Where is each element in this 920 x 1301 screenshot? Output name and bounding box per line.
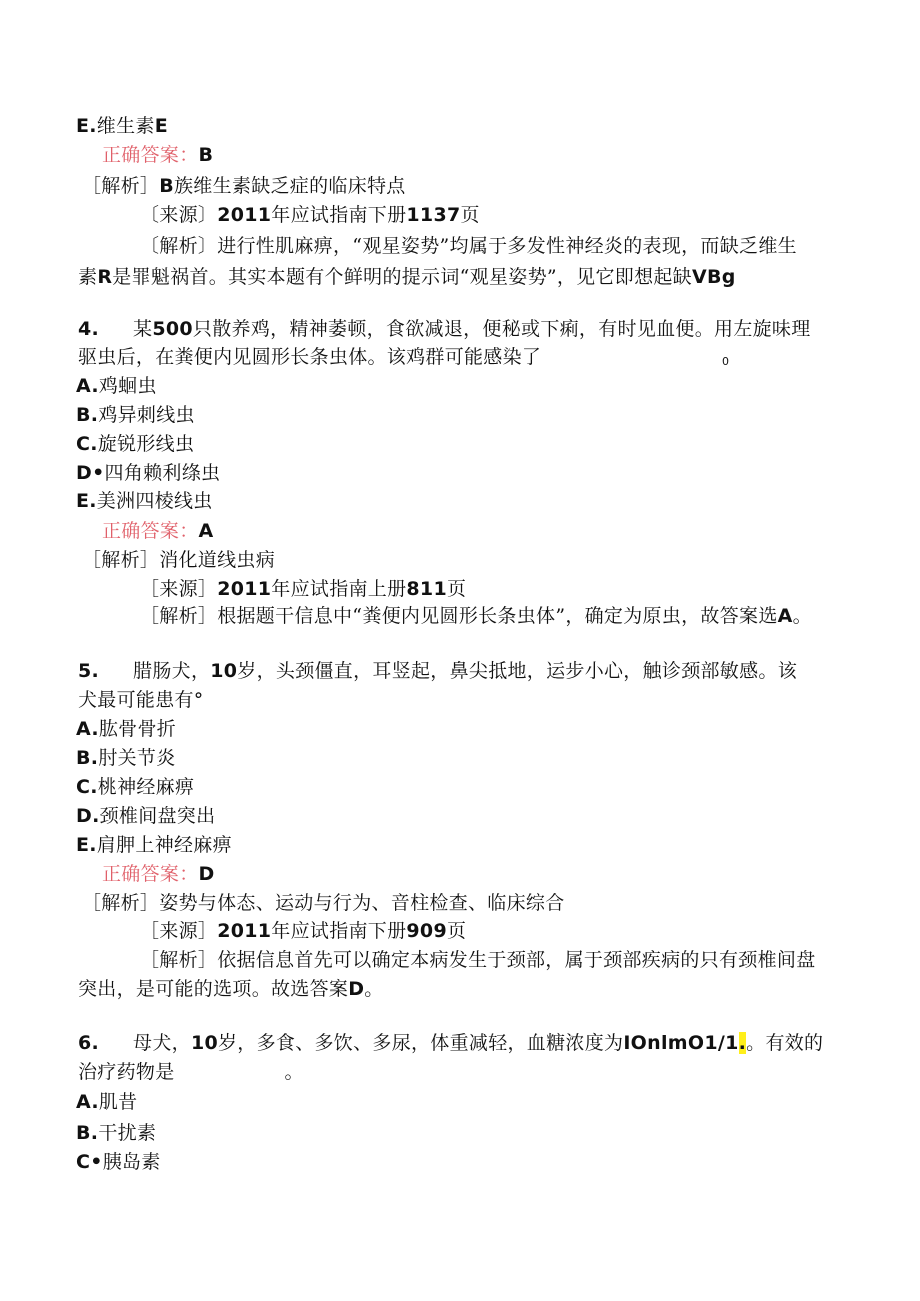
option-b: B.干扰素 xyxy=(76,1122,157,1144)
question-6-stem-line2: 治疗药物是 。 xyxy=(78,1061,304,1083)
option-e: E.肩胛上神经麻痹 xyxy=(76,834,232,856)
question-5-stem-line1: 5. 腊肠犬，10岁，头颈僵直，耳竖起，鼻尖抵地，运步小心，触诊颈部敏感。该 xyxy=(78,660,797,682)
option-d: D.颈椎间盘突出 xyxy=(76,805,216,827)
option-a: A.鸡蛔虫 xyxy=(76,375,157,397)
analysis-topic: ［解析］姿势与体态、运动与行为、音柱检查、临床综合 xyxy=(82,892,565,914)
correct-answer: 正确答案：B xyxy=(102,144,214,166)
option-c: C.旋锐形线虫 xyxy=(76,433,195,455)
analysis-topic: ［解析］消化道线虫病 xyxy=(82,549,276,571)
option-a: A.肌昔 xyxy=(76,1091,138,1113)
question-number: 5. xyxy=(78,660,100,682)
stray-mark: 0 xyxy=(722,355,729,368)
option-c: C•胰岛素 xyxy=(76,1151,161,1173)
question-6-stem-line1: 6. 母犬，10岁，多食、多饮、多尿，体重减轻，血糖浓度为IOnlmO1/1.。有效的 xyxy=(78,1032,824,1054)
question-5-stem-line2: 犬最可能患有° xyxy=(78,689,204,711)
analysis-detail-line1: ［解析］依据信息首先可以确定本病发生于颈部，属于颈部疾病的只有颈椎间盘 xyxy=(140,949,816,971)
option-e: E.维生素E xyxy=(76,115,168,137)
question-number: 6. xyxy=(78,1032,100,1054)
option-b: B.肘关节炎 xyxy=(76,747,176,769)
analysis-detail-line1: 〔解析〕进行性肌麻痹，“观星姿势”均属于多发性神经炎的表现，而缺乏维生 xyxy=(140,235,797,257)
option-d: D•四角赖利绦虫 xyxy=(76,462,221,484)
correct-answer: 正确答案：A xyxy=(102,520,214,542)
analysis-detail: ［解析］根据题干信息中“粪便内见圆形长条虫体”，确定为原虫，故答案选A。 xyxy=(140,605,812,627)
option-c: C.桃神经麻痹 xyxy=(76,776,195,798)
analysis-detail-line2: 突出，是可能的选项。故选答案D。 xyxy=(78,978,384,1000)
option-a: A.肱骨骨折 xyxy=(76,718,177,740)
correct-answer: 正确答案：D xyxy=(102,863,215,885)
question-4-stem-line2: 驱虫后，在粪便内见圆形长条虫体。该鸡群可能感染了 xyxy=(78,346,542,368)
source-line: ［来源］2011年应试指南上册811页 xyxy=(140,578,467,600)
question-number: 4. xyxy=(78,318,100,340)
question-4-stem-line1: 4. 某500只散养鸡，精神萎顿，食欲减退，便秘或下痢，有时见血便。用左旋味理 xyxy=(78,318,811,340)
option-b: B.鸡异刺线虫 xyxy=(76,404,195,426)
analysis-detail-line2: 素R是罪魁祸首。其实本题有个鲜明的提示词“观星姿势”，见它即想起缺VBg xyxy=(78,266,736,288)
source-line: ［来源］2011年应试指南下册909页 xyxy=(140,920,467,942)
source-line: 〔来源〕2011年应试指南下册1137页 xyxy=(140,204,480,226)
option-e: E.美洲四棱线虫 xyxy=(76,490,213,512)
highlight-mark: . xyxy=(738,1032,747,1054)
analysis-topic: ［解析］B族维生素缺乏症的临床特点 xyxy=(82,175,406,197)
